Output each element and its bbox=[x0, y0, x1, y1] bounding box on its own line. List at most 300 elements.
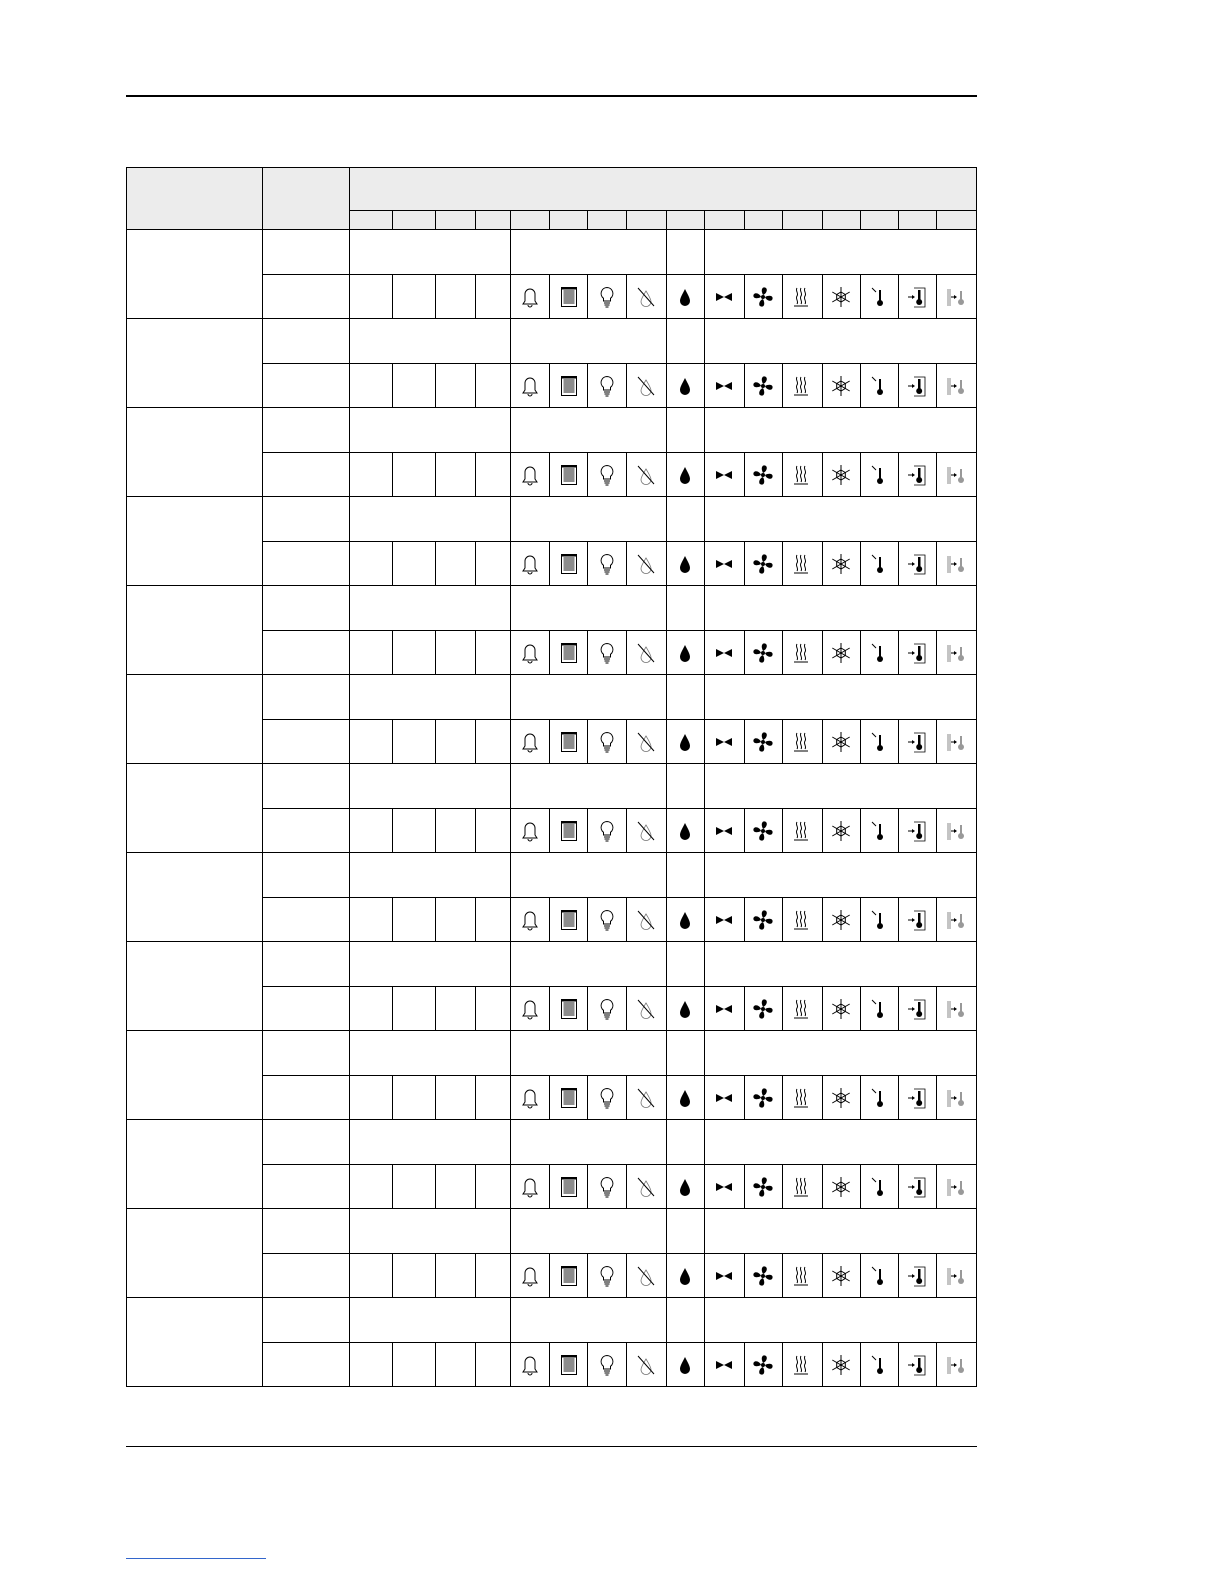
group-cell-d bbox=[704, 675, 976, 720]
row-sublabel-cell bbox=[263, 809, 350, 853]
group-cell-b bbox=[511, 1031, 666, 1076]
group-cell-a bbox=[350, 675, 511, 720]
thermometer-out-icon bbox=[936, 631, 976, 675]
header-sub-1 bbox=[350, 211, 393, 230]
thermometer-in-icon bbox=[898, 898, 936, 942]
list-icon bbox=[550, 542, 588, 586]
empty-cell bbox=[436, 364, 476, 408]
table-row bbox=[127, 497, 977, 542]
header-sub-2 bbox=[393, 211, 436, 230]
empty-cell bbox=[476, 1076, 511, 1120]
row-label-cell bbox=[127, 1031, 263, 1120]
empty-cell bbox=[393, 275, 436, 319]
snowflake-icon bbox=[822, 720, 860, 764]
header-sub-9 bbox=[666, 211, 704, 230]
drop-icon bbox=[666, 453, 704, 497]
fan-icon bbox=[744, 1343, 782, 1387]
bell-icon bbox=[511, 1343, 550, 1387]
valve-icon bbox=[704, 631, 744, 675]
drop-icon bbox=[666, 1254, 704, 1298]
list-icon bbox=[550, 275, 588, 319]
row-label-cell bbox=[127, 1120, 263, 1209]
bell-icon bbox=[511, 275, 550, 319]
empty-cell bbox=[350, 898, 393, 942]
valve-icon bbox=[704, 1254, 744, 1298]
table-row bbox=[127, 586, 977, 631]
thermometer-in-icon bbox=[898, 987, 936, 1031]
lightbulb-icon bbox=[588, 1165, 626, 1209]
snowflake-icon bbox=[822, 453, 860, 497]
heat-waves-icon bbox=[782, 275, 822, 319]
empty-cell bbox=[436, 720, 476, 764]
empty-cell bbox=[350, 987, 393, 1031]
header-col-1 bbox=[127, 168, 263, 230]
row-sublabel-cell bbox=[263, 1343, 350, 1387]
group-cell-c bbox=[666, 942, 704, 987]
heat-waves-icon bbox=[782, 1343, 822, 1387]
thermometer-in-icon bbox=[898, 542, 936, 586]
group-cell-a bbox=[350, 853, 511, 898]
row-sublabel-cell bbox=[263, 319, 350, 364]
empty-cell bbox=[350, 453, 393, 497]
heat-waves-icon bbox=[782, 1076, 822, 1120]
group-cell-b bbox=[511, 675, 666, 720]
header-sub-16 bbox=[936, 211, 976, 230]
row-sublabel-cell bbox=[263, 408, 350, 453]
row-sublabel-cell bbox=[263, 1076, 350, 1120]
thermometer-icon bbox=[860, 720, 898, 764]
bell-icon bbox=[511, 1165, 550, 1209]
group-cell-a bbox=[350, 1120, 511, 1165]
table-row bbox=[127, 1031, 977, 1076]
table-row bbox=[127, 319, 977, 364]
row-sublabel-cell bbox=[263, 497, 350, 542]
drop-off-icon bbox=[626, 987, 666, 1031]
empty-cell bbox=[476, 809, 511, 853]
drop-off-icon bbox=[626, 1343, 666, 1387]
valve-icon bbox=[704, 453, 744, 497]
group-cell-d bbox=[704, 853, 976, 898]
thermometer-out-icon bbox=[936, 809, 976, 853]
row-sublabel-cell bbox=[263, 631, 350, 675]
drop-icon bbox=[666, 1343, 704, 1387]
group-cell-a bbox=[350, 586, 511, 631]
lightbulb-icon bbox=[588, 631, 626, 675]
heat-waves-icon bbox=[782, 631, 822, 675]
empty-cell bbox=[350, 631, 393, 675]
row-label-cell bbox=[127, 1209, 263, 1298]
header-sub-4 bbox=[476, 211, 511, 230]
group-cell-c bbox=[666, 764, 704, 809]
group-cell-b bbox=[511, 497, 666, 542]
thermometer-out-icon bbox=[936, 1254, 976, 1298]
snowflake-icon bbox=[822, 1165, 860, 1209]
empty-cell bbox=[393, 809, 436, 853]
heat-waves-icon bbox=[782, 987, 822, 1031]
row-sublabel-cell bbox=[263, 1031, 350, 1076]
list-icon bbox=[550, 364, 588, 408]
valve-icon bbox=[704, 898, 744, 942]
drop-off-icon bbox=[626, 898, 666, 942]
empty-cell bbox=[350, 809, 393, 853]
row-sublabel-cell bbox=[263, 275, 350, 319]
group-cell-b bbox=[511, 1298, 666, 1343]
top-rule bbox=[126, 95, 977, 97]
lightbulb-icon bbox=[588, 453, 626, 497]
bell-icon bbox=[511, 1076, 550, 1120]
empty-cell bbox=[436, 275, 476, 319]
row-sublabel-cell bbox=[263, 898, 350, 942]
group-cell-a bbox=[350, 230, 511, 275]
bell-icon bbox=[511, 542, 550, 586]
bell-icon bbox=[511, 453, 550, 497]
icon-table-container bbox=[126, 167, 977, 1387]
heat-waves-icon bbox=[782, 809, 822, 853]
snowflake-icon bbox=[822, 809, 860, 853]
row-label-cell bbox=[127, 586, 263, 675]
table-row bbox=[127, 675, 977, 720]
group-cell-b bbox=[511, 319, 666, 364]
fan-icon bbox=[744, 809, 782, 853]
group-cell-a bbox=[350, 764, 511, 809]
header-sub-5 bbox=[511, 211, 550, 230]
empty-cell bbox=[350, 542, 393, 586]
thermometer-in-icon bbox=[898, 364, 936, 408]
table-row bbox=[127, 1298, 977, 1343]
drop-icon bbox=[666, 631, 704, 675]
drop-icon bbox=[666, 542, 704, 586]
group-cell-b bbox=[511, 1120, 666, 1165]
valve-icon bbox=[704, 809, 744, 853]
empty-cell bbox=[393, 720, 436, 764]
drop-icon bbox=[666, 898, 704, 942]
drop-off-icon bbox=[626, 1165, 666, 1209]
drop-off-icon bbox=[626, 1076, 666, 1120]
lightbulb-icon bbox=[588, 898, 626, 942]
empty-cell bbox=[350, 720, 393, 764]
group-cell-c bbox=[666, 497, 704, 542]
table-row bbox=[127, 942, 977, 987]
empty-cell bbox=[393, 364, 436, 408]
empty-cell bbox=[436, 631, 476, 675]
group-cell-c bbox=[666, 319, 704, 364]
snowflake-icon bbox=[822, 898, 860, 942]
header-sub-12 bbox=[782, 211, 822, 230]
thermometer-out-icon bbox=[936, 1165, 976, 1209]
header-sub-8 bbox=[626, 211, 666, 230]
row-sublabel-cell bbox=[263, 1120, 350, 1165]
thermometer-in-icon bbox=[898, 720, 936, 764]
heat-waves-icon bbox=[782, 542, 822, 586]
thermometer-out-icon bbox=[936, 1343, 976, 1387]
lightbulb-icon bbox=[588, 720, 626, 764]
fan-icon bbox=[744, 1165, 782, 1209]
drop-off-icon bbox=[626, 809, 666, 853]
group-cell-c bbox=[666, 1031, 704, 1076]
empty-cell bbox=[393, 987, 436, 1031]
row-label-cell bbox=[127, 675, 263, 764]
empty-cell bbox=[350, 364, 393, 408]
thermometer-in-icon bbox=[898, 631, 936, 675]
snowflake-icon bbox=[822, 631, 860, 675]
snowflake-icon bbox=[822, 275, 860, 319]
empty-cell bbox=[436, 1076, 476, 1120]
row-sublabel-cell bbox=[263, 675, 350, 720]
lightbulb-icon bbox=[588, 1343, 626, 1387]
group-cell-b bbox=[511, 764, 666, 809]
lightbulb-icon bbox=[588, 987, 626, 1031]
bell-icon bbox=[511, 987, 550, 1031]
thermometer-in-icon bbox=[898, 1343, 936, 1387]
drop-icon bbox=[666, 720, 704, 764]
thermometer-icon bbox=[860, 542, 898, 586]
group-cell-d bbox=[704, 408, 976, 453]
row-label-cell bbox=[127, 1298, 263, 1387]
lightbulb-icon bbox=[588, 364, 626, 408]
empty-cell bbox=[436, 987, 476, 1031]
group-cell-d bbox=[704, 319, 976, 364]
empty-cell bbox=[476, 275, 511, 319]
drop-off-icon bbox=[626, 453, 666, 497]
snowflake-icon bbox=[822, 542, 860, 586]
empty-cell bbox=[476, 364, 511, 408]
thermometer-in-icon bbox=[898, 1165, 936, 1209]
fan-icon bbox=[744, 364, 782, 408]
drop-off-icon bbox=[626, 1254, 666, 1298]
row-sublabel-cell bbox=[263, 853, 350, 898]
group-cell-a bbox=[350, 942, 511, 987]
fan-icon bbox=[744, 275, 782, 319]
table-row bbox=[127, 408, 977, 453]
empty-cell bbox=[350, 1076, 393, 1120]
bell-icon bbox=[511, 631, 550, 675]
group-cell-d bbox=[704, 586, 976, 631]
heat-waves-icon bbox=[782, 720, 822, 764]
bell-icon bbox=[511, 364, 550, 408]
row-label-cell bbox=[127, 497, 263, 586]
lightbulb-icon bbox=[588, 1076, 626, 1120]
bell-icon bbox=[511, 809, 550, 853]
row-sublabel-cell bbox=[263, 720, 350, 764]
drop-off-icon bbox=[626, 720, 666, 764]
table-row bbox=[127, 764, 977, 809]
empty-cell bbox=[350, 1254, 393, 1298]
drop-off-icon bbox=[626, 275, 666, 319]
group-cell-c bbox=[666, 1298, 704, 1343]
list-icon bbox=[550, 987, 588, 1031]
thermometer-icon bbox=[860, 987, 898, 1031]
empty-cell bbox=[476, 631, 511, 675]
empty-cell bbox=[436, 1254, 476, 1298]
row-label-cell bbox=[127, 764, 263, 853]
group-cell-c bbox=[666, 408, 704, 453]
empty-cell bbox=[436, 1165, 476, 1209]
header-sub-7 bbox=[588, 211, 626, 230]
empty-cell bbox=[436, 542, 476, 586]
group-cell-c bbox=[666, 230, 704, 275]
header-sub-15 bbox=[898, 211, 936, 230]
empty-cell bbox=[393, 542, 436, 586]
icon-table bbox=[126, 167, 977, 1387]
drop-icon bbox=[666, 364, 704, 408]
thermometer-icon bbox=[860, 1254, 898, 1298]
row-sublabel-cell bbox=[263, 987, 350, 1031]
row-label-cell bbox=[127, 408, 263, 497]
thermometer-icon bbox=[860, 453, 898, 497]
empty-cell bbox=[350, 275, 393, 319]
thermometer-in-icon bbox=[898, 453, 936, 497]
row-sublabel-cell bbox=[263, 1298, 350, 1343]
bottom-rule bbox=[126, 1446, 977, 1447]
empty-cell bbox=[476, 1165, 511, 1209]
group-cell-d bbox=[704, 1209, 976, 1254]
header-spanning bbox=[350, 168, 977, 211]
lightbulb-icon bbox=[588, 275, 626, 319]
empty-cell bbox=[350, 1165, 393, 1209]
table-row bbox=[127, 230, 977, 275]
empty-cell bbox=[476, 987, 511, 1031]
heat-waves-icon bbox=[782, 453, 822, 497]
group-cell-b bbox=[511, 408, 666, 453]
empty-cell bbox=[436, 453, 476, 497]
row-label-cell bbox=[127, 853, 263, 942]
heat-waves-icon bbox=[782, 1165, 822, 1209]
thermometer-out-icon bbox=[936, 898, 976, 942]
row-sublabel-cell bbox=[263, 1165, 350, 1209]
fan-icon bbox=[744, 453, 782, 497]
group-cell-c bbox=[666, 586, 704, 631]
valve-icon bbox=[704, 720, 744, 764]
heat-waves-icon bbox=[782, 898, 822, 942]
valve-icon bbox=[704, 1343, 744, 1387]
empty-cell bbox=[476, 898, 511, 942]
thermometer-out-icon bbox=[936, 720, 976, 764]
thermometer-out-icon bbox=[936, 542, 976, 586]
drop-off-icon bbox=[626, 364, 666, 408]
list-icon bbox=[550, 1165, 588, 1209]
header-sub-6 bbox=[550, 211, 588, 230]
row-sublabel-cell bbox=[263, 764, 350, 809]
row-sublabel-cell bbox=[263, 942, 350, 987]
group-cell-a bbox=[350, 319, 511, 364]
group-cell-c bbox=[666, 1120, 704, 1165]
snowflake-icon bbox=[822, 1076, 860, 1120]
table-row bbox=[127, 1120, 977, 1165]
list-icon bbox=[550, 1343, 588, 1387]
empty-cell bbox=[476, 1254, 511, 1298]
fan-icon bbox=[744, 720, 782, 764]
header-sub-10 bbox=[704, 211, 744, 230]
row-sublabel-cell bbox=[263, 1209, 350, 1254]
snowflake-icon bbox=[822, 987, 860, 1031]
bell-icon bbox=[511, 1254, 550, 1298]
empty-cell bbox=[476, 1343, 511, 1387]
drop-icon bbox=[666, 809, 704, 853]
heat-waves-icon bbox=[782, 1254, 822, 1298]
empty-cell bbox=[436, 1343, 476, 1387]
thermometer-in-icon bbox=[898, 275, 936, 319]
heat-waves-icon bbox=[782, 364, 822, 408]
valve-icon bbox=[704, 987, 744, 1031]
fan-icon bbox=[744, 1254, 782, 1298]
group-cell-b bbox=[511, 230, 666, 275]
thermometer-icon bbox=[860, 898, 898, 942]
group-cell-a bbox=[350, 1298, 511, 1343]
empty-cell bbox=[393, 1076, 436, 1120]
group-cell-a bbox=[350, 497, 511, 542]
drop-icon bbox=[666, 1076, 704, 1120]
group-cell-a bbox=[350, 1031, 511, 1076]
group-cell-c bbox=[666, 853, 704, 898]
thermometer-icon bbox=[860, 631, 898, 675]
group-cell-d bbox=[704, 497, 976, 542]
header-sub-13 bbox=[822, 211, 860, 230]
row-label-cell bbox=[127, 942, 263, 1031]
drop-icon bbox=[666, 1165, 704, 1209]
thermometer-icon bbox=[860, 809, 898, 853]
snowflake-icon bbox=[822, 1343, 860, 1387]
empty-cell bbox=[393, 453, 436, 497]
group-cell-d bbox=[704, 1120, 976, 1165]
empty-cell bbox=[436, 898, 476, 942]
table-row bbox=[127, 1209, 977, 1254]
group-cell-b bbox=[511, 1209, 666, 1254]
thermometer-icon bbox=[860, 1165, 898, 1209]
row-sublabel-cell bbox=[263, 1254, 350, 1298]
empty-cell bbox=[350, 1343, 393, 1387]
thermometer-out-icon bbox=[936, 987, 976, 1031]
fan-icon bbox=[744, 1076, 782, 1120]
fan-icon bbox=[744, 631, 782, 675]
list-icon bbox=[550, 453, 588, 497]
empty-cell bbox=[476, 720, 511, 764]
bell-icon bbox=[511, 898, 550, 942]
empty-cell bbox=[476, 542, 511, 586]
valve-icon bbox=[704, 275, 744, 319]
thermometer-out-icon bbox=[936, 364, 976, 408]
group-cell-a bbox=[350, 1209, 511, 1254]
footer-link-underline[interactable] bbox=[126, 1558, 266, 1559]
thermometer-in-icon bbox=[898, 1076, 936, 1120]
fan-icon bbox=[744, 542, 782, 586]
row-label-cell bbox=[127, 230, 263, 319]
fan-icon bbox=[744, 987, 782, 1031]
header-sub-14 bbox=[860, 211, 898, 230]
thermometer-out-icon bbox=[936, 275, 976, 319]
group-cell-b bbox=[511, 586, 666, 631]
drop-off-icon bbox=[626, 542, 666, 586]
empty-cell bbox=[393, 898, 436, 942]
row-label-cell bbox=[127, 319, 263, 408]
thermometer-in-icon bbox=[898, 809, 936, 853]
snowflake-icon bbox=[822, 364, 860, 408]
lightbulb-icon bbox=[588, 1254, 626, 1298]
header-sub-3 bbox=[436, 211, 476, 230]
empty-cell bbox=[393, 1254, 436, 1298]
bell-icon bbox=[511, 720, 550, 764]
empty-cell bbox=[393, 1165, 436, 1209]
drop-off-icon bbox=[626, 631, 666, 675]
lightbulb-icon bbox=[588, 809, 626, 853]
table-row bbox=[127, 853, 977, 898]
drop-icon bbox=[666, 275, 704, 319]
empty-cell bbox=[436, 809, 476, 853]
header-sub-11 bbox=[744, 211, 782, 230]
row-sublabel-cell bbox=[263, 364, 350, 408]
snowflake-icon bbox=[822, 1254, 860, 1298]
drop-icon bbox=[666, 987, 704, 1031]
lightbulb-icon bbox=[588, 542, 626, 586]
